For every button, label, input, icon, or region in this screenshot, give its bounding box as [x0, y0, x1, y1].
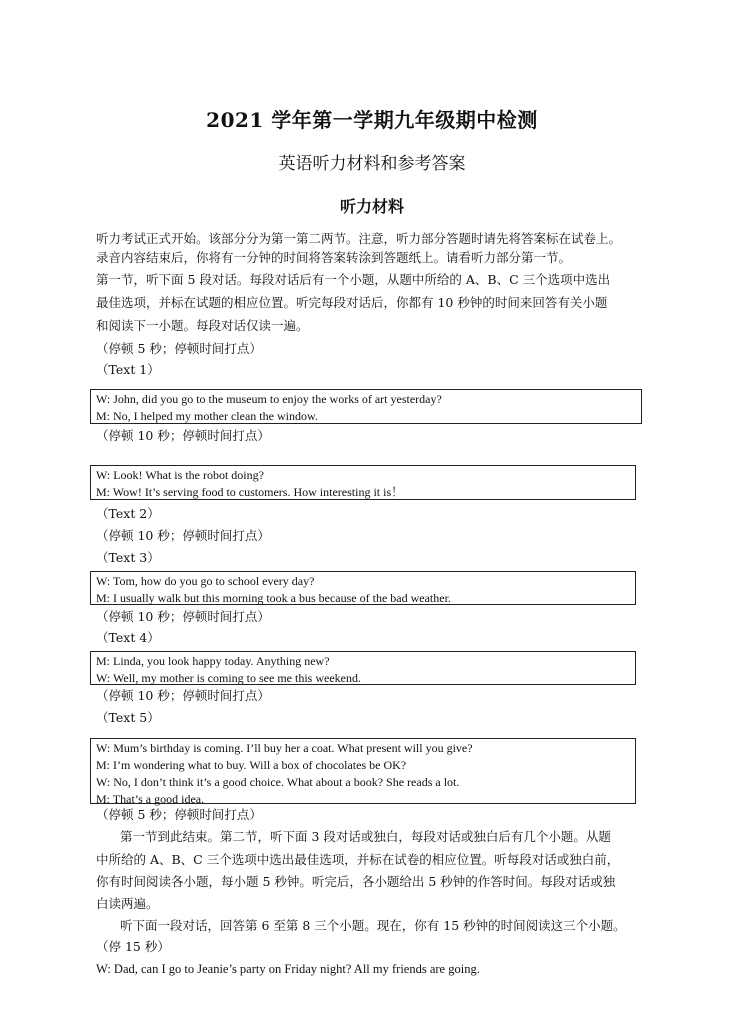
text-label-2: （Text 2） [96, 506, 160, 521]
dialogue-line: M: That’s a good idea. [96, 792, 205, 806]
text-label-3: （Text 3） [96, 550, 160, 565]
dialogue-line: M: No, I helped my mother clean the window. [96, 409, 318, 423]
dialogue-line: W: Tom, how do you go to school every day? [96, 574, 315, 588]
section2-line-3: 你有时间阅读各小题，每小题 5 秒钟。听完后，各小题给出 5 秒钟的作答时间。每段对话或独 [96, 874, 616, 889]
dialogue-box-5 [90, 738, 636, 804]
dialogue-box-2 [90, 465, 636, 500]
intro-line-5: 和阅读下一小题。每段对话仅读一遍。 [96, 318, 309, 333]
intro-line-3: 第一节，听下面 5 段对话。每段对话后有一个小题，从题中所给的 A、B、C 三个选项中选出 [96, 272, 611, 287]
dialogue-line: W: Dad, can I go to Jeanie’s party on Friday night? All my friends are going. [96, 962, 480, 976]
pause-note: （停顿 5 秒；停顿时间打点） [96, 807, 262, 822]
text-label-5: （Text 5） [96, 710, 160, 725]
dialogue-box-3 [90, 571, 636, 605]
section-heading: 听力材料 [339, 197, 404, 216]
pause-note: （停顿 10 秒；停顿时间打点） [96, 688, 270, 703]
section2-line-5: 听下面一段对话，回答第 6 至第 8 三个小题。现在，你有 15 秒钟的时间阅读这三个小题。 [120, 918, 626, 933]
page-title: 2021 学年第一学期九年级期中检测 [206, 108, 538, 132]
intro-line-4: 最佳选项，并标在试题的相应位置。听完每段对话后，你都有 10 秒钟的时间来回答有关小题 [96, 295, 608, 310]
dialogue-line: W: No, I don’t think it’s a good choice. What about a book? She reads a lot. [96, 775, 460, 789]
intro-line-2: 录音内容结束后，你将有一分钟的时间将答案转涂到答题纸上。请看听力部分第一节。 [96, 250, 572, 265]
dialogue-line: M: Wow! It’s serving food to customers. How interesting it is！ [96, 485, 404, 499]
dialogue-line: M: I’m wondering what to buy. Will a box of chocolates be OK? [96, 758, 407, 772]
pause-note: （停顿 10 秒；停顿时间打点） [96, 428, 270, 443]
dialogue-box-4 [90, 651, 636, 685]
text-label-4: （Text 4） [96, 630, 160, 645]
section2-line-2: 中所给的 A、B、C 三个选项中选出最佳选项，并标在试卷的相应位置。听每段对话或独白前， [96, 852, 620, 867]
section2-line-4: 白读两遍。 [96, 896, 159, 911]
text-label-1: （Text 1） [96, 362, 160, 377]
pause-note: （停 15 秒） [96, 939, 170, 954]
dialogue-line: W: Mum’s birthday is coming. I’ll buy her a coat. What present will you give? [96, 741, 473, 755]
pause-note: （停顿 5 秒；停顿时间打点） [96, 341, 262, 356]
intro-line-1: 听力考试正式开始。该部分分为第一第二两节。注意，听力部分答题时请先将答案标在试卷上。 [96, 231, 622, 246]
dialogue-line: W: Well, my mother is coming to see me this weekend. [96, 671, 361, 685]
dialogue-box-1 [90, 389, 642, 424]
section2-line-1: 第一节到此结束。第二节，听下面 3 段对话或独白，每段对话或独白后有几个小题。从题 [120, 829, 611, 844]
dialogue-line: W: John, did you go to the museum to enjoy the works of art yesterday? [96, 392, 442, 406]
dialogue-line: W: Look! What is the robot doing? [96, 468, 264, 482]
dialogue-line: M: Linda, you look happy today. Anything new? [96, 654, 330, 668]
pause-note: （停顿 10 秒；停顿时间打点） [96, 528, 270, 543]
dialogue-line: M: I usually walk but this morning took a bus because of the bad weather. [96, 591, 451, 605]
page-subtitle: 英语听力材料和参考答案 [278, 154, 466, 174]
pause-note: （停顿 10 秒；停顿时间打点） [96, 609, 270, 624]
